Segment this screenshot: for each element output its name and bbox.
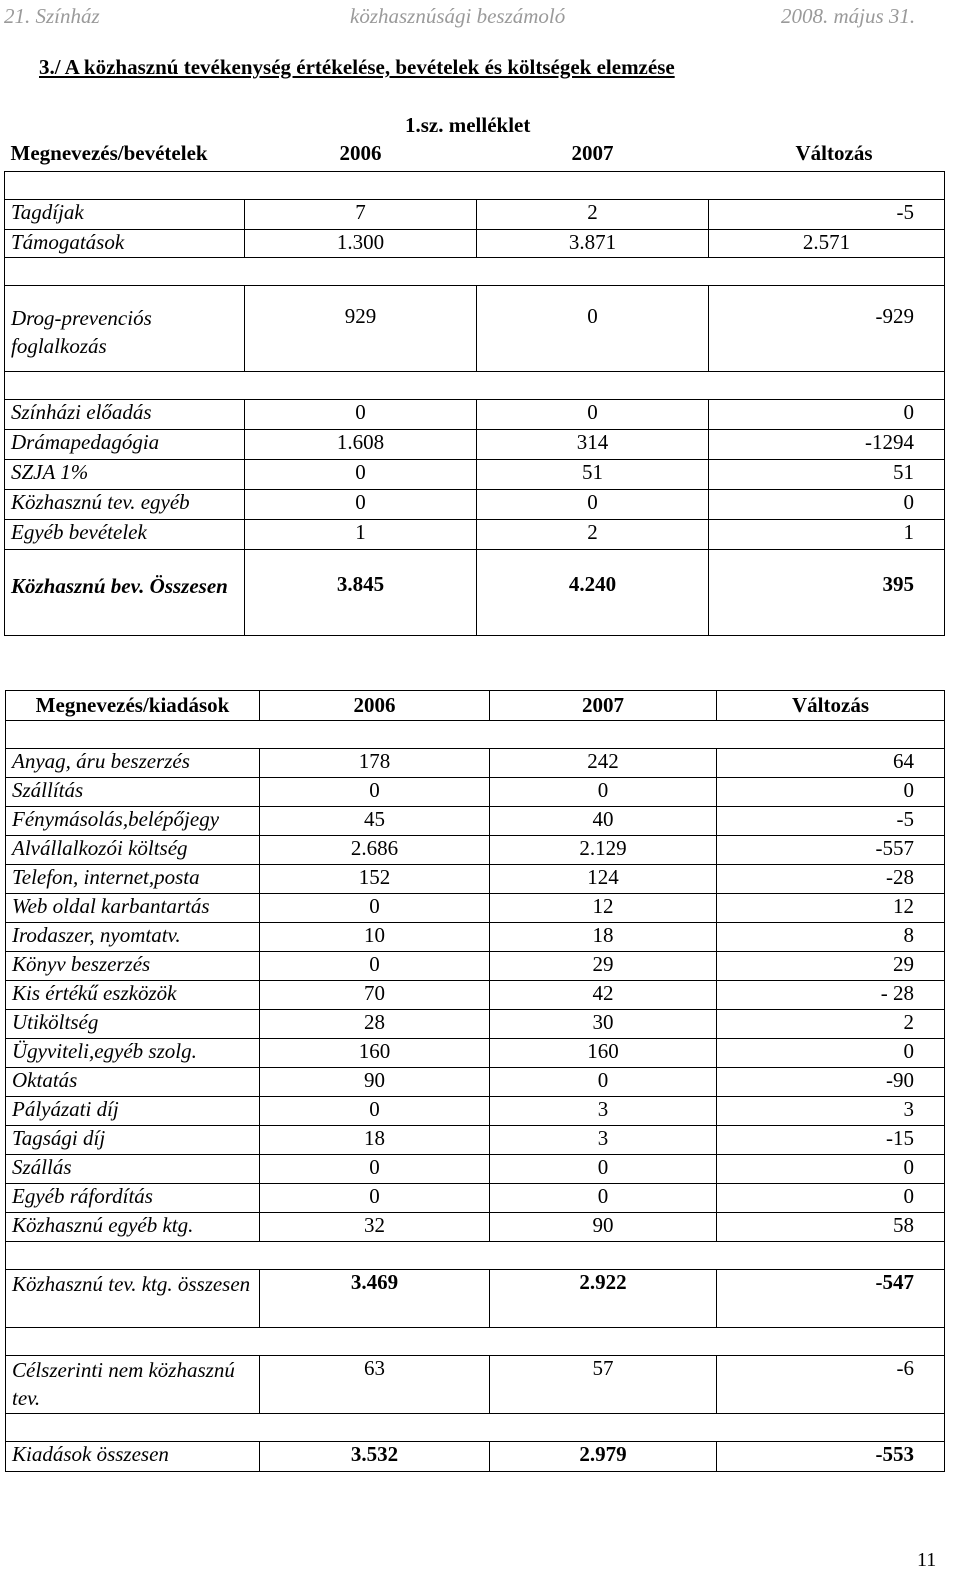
value-change: 29 bbox=[717, 952, 945, 981]
value-2007: 51 bbox=[477, 459, 709, 489]
row-label: Drámapedagógia bbox=[5, 429, 245, 459]
table-row bbox=[6, 1010, 945, 1039]
value-change: 51 bbox=[709, 459, 945, 489]
value-change: -15 bbox=[717, 1126, 945, 1155]
value-2006: 0 bbox=[260, 894, 490, 923]
row-label: Tagsági díj bbox=[6, 1126, 260, 1155]
value-change: 58 bbox=[717, 1213, 945, 1242]
total-change: 395 bbox=[709, 549, 945, 635]
table-row bbox=[5, 429, 945, 459]
spacer-row bbox=[6, 1414, 945, 1442]
spacer-row bbox=[5, 371, 945, 399]
value-2007: 3.871 bbox=[477, 229, 709, 257]
table-row bbox=[6, 1213, 945, 1242]
table-row bbox=[6, 836, 945, 865]
value-change: 0 bbox=[709, 399, 945, 429]
table-row bbox=[6, 1184, 945, 1213]
subtotal-2007: 2.922 bbox=[490, 1270, 717, 1328]
income-header-2006: 2006 bbox=[339, 141, 382, 165]
table-row bbox=[5, 199, 945, 229]
row-label: Ügyviteli,egyéb szolg. bbox=[6, 1039, 260, 1068]
value-change: -5 bbox=[717, 807, 945, 836]
row-label: Drog-prevenciós foglalkozás bbox=[5, 285, 245, 371]
row-label: Pályázati díj bbox=[6, 1097, 260, 1126]
income-total-row bbox=[5, 549, 945, 635]
spacer-row bbox=[6, 1242, 945, 1270]
page-number: 11 bbox=[917, 1549, 937, 1571]
value-2007: 29 bbox=[490, 952, 717, 981]
value-2006: 1 bbox=[245, 519, 477, 549]
value-2006: 0 bbox=[245, 399, 477, 429]
table-row bbox=[6, 778, 945, 807]
value-change: -1294 bbox=[709, 429, 945, 459]
table-row bbox=[6, 807, 945, 836]
total-2006: 3.845 bbox=[245, 549, 477, 635]
value-change: 0 bbox=[717, 1039, 945, 1068]
value-change: -90 bbox=[717, 1068, 945, 1097]
value-change: 2.571 bbox=[709, 229, 945, 257]
value-2007: 124 bbox=[490, 865, 717, 894]
row-label: Egyéb bevételek bbox=[5, 519, 245, 549]
spacer-row bbox=[5, 257, 945, 285]
header-center: közhasznúsági beszámoló bbox=[350, 4, 566, 28]
value-2007: 0 bbox=[490, 778, 717, 807]
value-2006: 0 bbox=[245, 459, 477, 489]
value-2007: 2.129 bbox=[490, 836, 717, 865]
expenses-non-public-row bbox=[6, 1356, 945, 1414]
value-2006: 32 bbox=[260, 1213, 490, 1242]
value-change: -5 bbox=[709, 199, 945, 229]
value-2007: 242 bbox=[490, 749, 717, 778]
annex-label: 1.sz. melléklet bbox=[405, 113, 531, 137]
income-header-name: Megnevezés/bevételek bbox=[10, 141, 208, 165]
value-2006: 929 bbox=[245, 285, 477, 371]
table-row bbox=[6, 1155, 945, 1184]
value-change: -6 bbox=[717, 1356, 945, 1414]
header-right: 2008. május 31. bbox=[781, 4, 916, 28]
expenses-table bbox=[5, 690, 945, 1472]
value-2006: 90 bbox=[260, 1068, 490, 1097]
value-2006: 63 bbox=[260, 1356, 490, 1414]
value-2007: 30 bbox=[490, 1010, 717, 1039]
section-title: 3./ A közhasznú tevékenység értékelése, bevételek és költségek elemzése bbox=[39, 55, 675, 79]
expenses-header-change: Változás bbox=[717, 691, 945, 721]
value-2006: 0 bbox=[260, 1097, 490, 1126]
row-label: Utiköltség bbox=[6, 1010, 260, 1039]
value-2007: 0 bbox=[490, 1068, 717, 1097]
row-label: Web oldal karbantartás bbox=[6, 894, 260, 923]
spacer-row bbox=[5, 171, 945, 199]
row-label: Egyéb ráfordítás bbox=[6, 1184, 260, 1213]
table-row bbox=[6, 923, 945, 952]
row-label: Támogatások bbox=[5, 229, 245, 257]
table-row bbox=[5, 399, 945, 429]
row-label: Közhasznú tev. egyéb bbox=[5, 489, 245, 519]
value-2007: 314 bbox=[477, 429, 709, 459]
row-label: Fénymásolás,belépőjegy bbox=[6, 807, 260, 836]
value-2007: 0 bbox=[477, 489, 709, 519]
total-2006: 3.532 bbox=[260, 1442, 490, 1472]
value-change: 0 bbox=[717, 1184, 945, 1213]
spacer-row bbox=[6, 1328, 945, 1356]
table-row bbox=[6, 1068, 945, 1097]
value-2006: 45 bbox=[260, 807, 490, 836]
row-label: Könyv beszerzés bbox=[6, 952, 260, 981]
table-row bbox=[5, 489, 945, 519]
value-change: 0 bbox=[717, 778, 945, 807]
row-label: Közhasznú bev. Összesen bbox=[5, 549, 245, 635]
value-2006: 152 bbox=[260, 865, 490, 894]
income-table bbox=[4, 141, 945, 636]
value-2007: 0 bbox=[490, 1184, 717, 1213]
income-header-change: Változás bbox=[795, 141, 873, 165]
value-change: 8 bbox=[717, 923, 945, 952]
row-label: Anyag, áru beszerzés bbox=[6, 749, 260, 778]
value-2006: 1.608 bbox=[245, 429, 477, 459]
table-row bbox=[6, 749, 945, 778]
value-2007: 0 bbox=[490, 1155, 717, 1184]
value-2007: 3 bbox=[490, 1097, 717, 1126]
expenses-header-2007: 2007 bbox=[490, 691, 717, 721]
value-2007: 42 bbox=[490, 981, 717, 1010]
row-label: Telefon, internet,posta bbox=[6, 865, 260, 894]
value-change: -557 bbox=[717, 836, 945, 865]
value-2006: 10 bbox=[260, 923, 490, 952]
expenses-header-row bbox=[6, 691, 945, 721]
total-change: -553 bbox=[717, 1442, 945, 1472]
header-left: 21. Színház bbox=[4, 4, 100, 28]
row-label: Alvállalkozói költség bbox=[6, 836, 260, 865]
expenses-header-2006: 2006 bbox=[260, 691, 490, 721]
row-label: Szállás bbox=[6, 1155, 260, 1184]
value-2007: 3 bbox=[490, 1126, 717, 1155]
value-2006: 178 bbox=[260, 749, 490, 778]
value-2006: 70 bbox=[260, 981, 490, 1010]
row-label: Oktatás bbox=[6, 1068, 260, 1097]
row-label: Kiadások összesen bbox=[6, 1442, 260, 1472]
expenses-total-row bbox=[6, 1442, 945, 1472]
value-2006: 28 bbox=[260, 1010, 490, 1039]
row-label: Színházi előadás bbox=[5, 399, 245, 429]
total-2007: 4.240 bbox=[477, 549, 709, 635]
value-2007: 0 bbox=[477, 399, 709, 429]
expenses-subtotal-row bbox=[6, 1270, 945, 1328]
table-row bbox=[6, 1126, 945, 1155]
value-change: 12 bbox=[717, 894, 945, 923]
row-label: Tagdíjak bbox=[5, 199, 245, 229]
spacer-row bbox=[6, 721, 945, 749]
value-2006: 2.686 bbox=[260, 836, 490, 865]
subtotal-change: -547 bbox=[717, 1270, 945, 1328]
value-change: -929 bbox=[709, 285, 945, 371]
value-2006: 7 bbox=[245, 199, 477, 229]
value-2007: 18 bbox=[490, 923, 717, 952]
row-label: Közhasznú egyéb ktg. bbox=[6, 1213, 260, 1242]
value-2007: 2 bbox=[477, 519, 709, 549]
value-change: - 28 bbox=[717, 981, 945, 1010]
expenses-header-name: Megnevezés/kiadások bbox=[6, 691, 260, 721]
row-label: SZJA 1% bbox=[5, 459, 245, 489]
value-change: 0 bbox=[709, 489, 945, 519]
value-change: 3 bbox=[717, 1097, 945, 1126]
value-2006: 0 bbox=[245, 489, 477, 519]
table-row bbox=[6, 952, 945, 981]
value-2007: 12 bbox=[490, 894, 717, 923]
value-2006: 18 bbox=[260, 1126, 490, 1155]
table-row bbox=[5, 229, 945, 257]
table-row bbox=[6, 865, 945, 894]
value-change: 2 bbox=[717, 1010, 945, 1039]
value-2007: 90 bbox=[490, 1213, 717, 1242]
table-row bbox=[5, 285, 945, 371]
row-label: Célszerinti nem közhasznú tev. bbox=[6, 1356, 260, 1414]
value-change: -28 bbox=[717, 865, 945, 894]
value-2007: 40 bbox=[490, 807, 717, 836]
table-row bbox=[6, 894, 945, 923]
value-2007: 2 bbox=[477, 199, 709, 229]
page-header bbox=[0, 2, 960, 32]
table-row bbox=[5, 459, 945, 489]
table-row bbox=[6, 1097, 945, 1126]
value-2006: 0 bbox=[260, 1155, 490, 1184]
value-2006: 0 bbox=[260, 1184, 490, 1213]
row-label: Irodaszer, nyomtatv. bbox=[6, 923, 260, 952]
value-2006: 0 bbox=[260, 952, 490, 981]
table-row bbox=[6, 981, 945, 1010]
income-header-row bbox=[5, 141, 945, 171]
value-2006: 160 bbox=[260, 1039, 490, 1068]
income-header-2007: 2007 bbox=[571, 141, 614, 165]
table-row bbox=[5, 519, 945, 549]
row-label: Szállítás bbox=[6, 778, 260, 807]
row-label: Közhasznú tev. ktg. összesen bbox=[6, 1270, 260, 1328]
table-row bbox=[6, 1039, 945, 1068]
subtotal-2006: 3.469 bbox=[260, 1270, 490, 1328]
total-2007: 2.979 bbox=[490, 1442, 717, 1472]
value-change: 1 bbox=[709, 519, 945, 549]
value-change: 0 bbox=[717, 1155, 945, 1184]
value-2007: 0 bbox=[477, 285, 709, 371]
row-label: Kis értékű eszközök bbox=[6, 981, 260, 1010]
value-2006: 0 bbox=[260, 778, 490, 807]
value-2007: 57 bbox=[490, 1356, 717, 1414]
value-2007: 160 bbox=[490, 1039, 717, 1068]
value-change: 64 bbox=[717, 749, 945, 778]
value-2006: 1.300 bbox=[245, 229, 477, 257]
